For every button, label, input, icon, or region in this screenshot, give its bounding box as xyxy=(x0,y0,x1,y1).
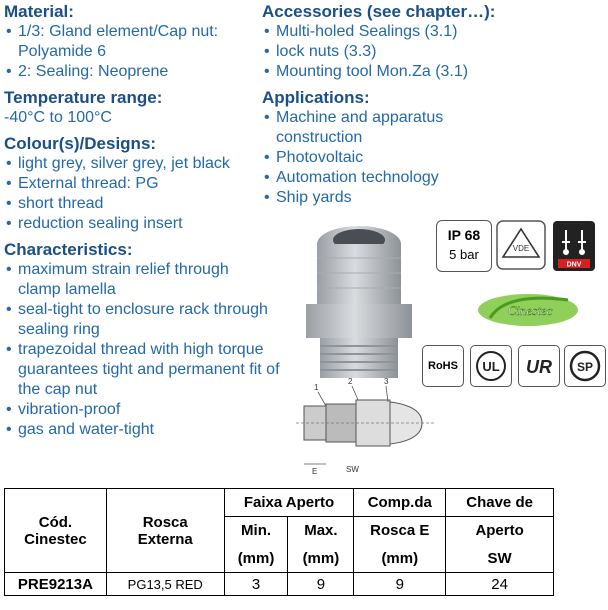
cell-chave: 24 xyxy=(446,573,554,596)
application-item: • Ship yards xyxy=(262,188,602,208)
colour-heading: Colour(s)/Designs: xyxy=(4,134,157,153)
dnv-icon xyxy=(552,220,596,272)
accessory-item: • Mounting tool Mon.Za (3.1) xyxy=(262,62,602,82)
header-min-unit: (mm) xyxy=(224,545,288,573)
colour-item: • reduction sealing insert xyxy=(4,214,304,234)
header-max-unit: (mm) xyxy=(288,545,354,573)
characteristic-item: • trapezoidal thread with high torque guarantees tight and permanent fit of the cap nut xyxy=(4,340,304,400)
drawing-e-label: E xyxy=(312,467,318,476)
ur-icon xyxy=(518,345,560,387)
cell-max: 9 xyxy=(288,573,354,596)
application-item: • Photovoltaic xyxy=(262,148,602,168)
svg-text:UL: UL xyxy=(482,359,500,374)
ip-rating: IP 68 xyxy=(447,227,481,243)
svg-text:SP: SP xyxy=(576,360,594,374)
colour-item: • short thread xyxy=(4,194,304,214)
temperature-heading: Temperature range: xyxy=(4,88,163,107)
material-heading: Material: xyxy=(4,2,74,21)
vde-icon xyxy=(496,220,546,270)
application-item: • Automation technology xyxy=(262,168,602,188)
header-code: Cód. Cinestec xyxy=(5,489,107,573)
header-chave-unit: SW xyxy=(446,545,554,573)
header-min: Min. xyxy=(224,517,288,545)
characteristics-heading: Characteristics: xyxy=(4,240,133,259)
characteristic-item: • vibration-proof xyxy=(4,400,304,420)
header-rosca: Rosca Externa xyxy=(106,489,224,573)
colour-item: • External thread: PG xyxy=(4,174,304,194)
svg-text:VDE: VDE xyxy=(512,244,530,253)
spec-table xyxy=(4,488,554,596)
drawing-label-2: 2 xyxy=(348,377,353,386)
colour-item: • light grey, silver grey, jet black xyxy=(4,154,304,174)
cell-rosca: PG13,5 RED xyxy=(106,573,224,596)
ul-icon xyxy=(470,345,512,387)
svg-text:DNV: DNV xyxy=(566,261,582,269)
svg-text:UR: UR xyxy=(526,357,552,377)
technical-drawing xyxy=(296,376,444,478)
drawing-sw-label: SW xyxy=(346,465,359,474)
header-max: Max. xyxy=(288,517,354,545)
application-item: • Machine and apparatus construction xyxy=(262,108,602,148)
material-item-2: • 2: Sealing: Neoprene xyxy=(4,62,304,82)
ip-rating-badge xyxy=(436,220,492,272)
header-chave-line2: Aperto xyxy=(446,517,554,545)
pressure-rating: 5 bar xyxy=(449,247,479,262)
table-row xyxy=(5,573,554,596)
svg-text:Cinestec: Cinestec xyxy=(507,303,553,318)
rohs-badge: RoHS xyxy=(422,345,464,387)
temperature-value: -40°C to 100°C xyxy=(4,109,112,126)
cable-gland-image xyxy=(296,218,422,384)
applications-heading: Applications: xyxy=(262,88,370,107)
right-column xyxy=(262,2,602,208)
left-column xyxy=(4,2,304,440)
characteristic-item: • maximum strain relief through clamp lamella xyxy=(4,260,304,300)
characteristic-item: • seal-tight to enclosure rack through sealing ring xyxy=(4,300,304,340)
header-comp-unit: (mm) xyxy=(354,545,446,573)
cell-code: PRE9213A xyxy=(5,573,107,596)
header-faixa: Faixa Aperto xyxy=(224,489,354,517)
drawing-label-3: 3 xyxy=(384,377,389,386)
accessory-item: • lock nuts (3.3) xyxy=(262,42,602,62)
header-comp-line1: Comp.da xyxy=(354,489,446,517)
accessories-heading: Accessories (see chapter…): xyxy=(262,2,496,21)
drawing-label-1: 1 xyxy=(314,383,319,392)
csa-icon xyxy=(564,345,606,387)
cell-min: 3 xyxy=(224,573,288,596)
cinestec-logo xyxy=(476,288,580,328)
material-item-1: • 1/3: Gland element/Cap nut: Polyamide 6 xyxy=(4,22,304,62)
accessory-item: • Multi-holed Sealings (3.1) xyxy=(262,22,602,42)
cell-comp: 9 xyxy=(354,573,446,596)
characteristic-item: • gas and water-tight xyxy=(4,420,304,440)
header-comp-line2: Rosca E xyxy=(354,517,446,545)
header-chave-line1: Chave de xyxy=(446,489,554,517)
